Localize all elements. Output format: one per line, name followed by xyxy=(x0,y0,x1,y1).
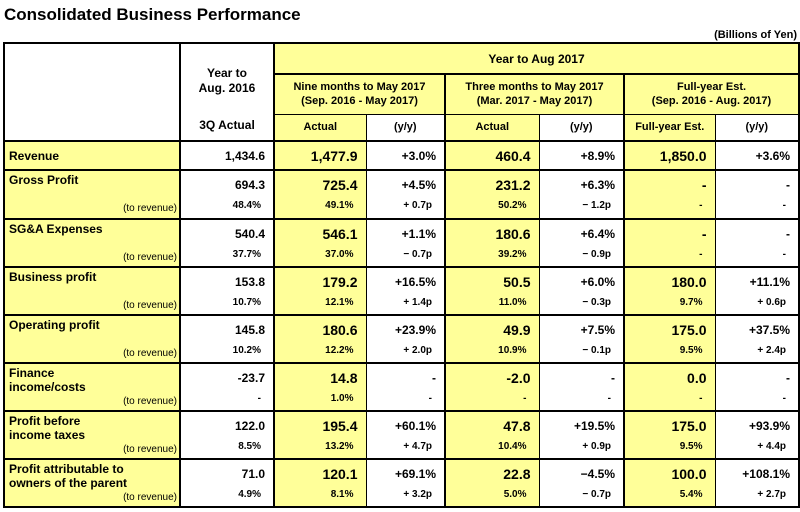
value-main: 725.4 xyxy=(322,177,358,193)
value-main: 47.8 xyxy=(503,418,531,434)
cell-nine-actual xyxy=(274,363,366,411)
performance-table xyxy=(3,42,800,508)
cell-nine-yy xyxy=(366,170,445,219)
value-sub: - xyxy=(699,393,703,404)
row-label-cell xyxy=(4,141,180,170)
value-sub: + 4.4p xyxy=(757,441,787,452)
value-main: 50.5 xyxy=(503,274,531,290)
value-sub: - xyxy=(782,200,787,211)
value-sub: - xyxy=(428,393,432,404)
value-main: +4.5% xyxy=(401,178,436,192)
value-main: 71.0 xyxy=(241,467,265,481)
value-main: +60.1% xyxy=(394,419,436,433)
value-sub: 12.2% xyxy=(325,345,354,356)
cell-nine-yy xyxy=(366,219,445,267)
value-main: +3.6% xyxy=(755,148,791,163)
header-prior-year xyxy=(180,43,274,141)
to-revenue-label: (to revenue) xyxy=(123,348,177,359)
value-main: +93.9% xyxy=(748,419,791,433)
value-sub: 13.2% xyxy=(325,441,354,452)
cell-nine-actual xyxy=(274,170,366,219)
value-sub: 8.1% xyxy=(330,489,354,500)
row-label-cell xyxy=(4,459,180,507)
value-sub: - xyxy=(257,393,261,404)
value-main: +8.9% xyxy=(580,148,615,163)
value-sub: 37.0% xyxy=(325,249,354,260)
value-sub: 10.4% xyxy=(498,441,527,452)
value-sub: + 0.7p xyxy=(403,200,432,211)
value-main: +108.1% xyxy=(742,467,791,481)
value-sub: 1.0% xyxy=(330,393,354,404)
value-main: 460.4 xyxy=(495,147,531,164)
row-label: Finance xyxy=(9,366,55,380)
value-main: +23.9% xyxy=(394,323,436,337)
cell-full-est xyxy=(624,170,715,219)
value-main: 120.1 xyxy=(322,466,358,482)
to-revenue-label: (to revenue) xyxy=(123,396,177,407)
value-main: +1.1% xyxy=(401,227,436,241)
value-sub: 9.5% xyxy=(679,345,703,356)
cell-three-yy xyxy=(539,459,624,507)
table-row-profit-before-taxes xyxy=(4,411,799,459)
value-sub: 8.5% xyxy=(238,441,261,452)
value-sub: − 0.1p xyxy=(582,345,611,356)
row-label-line2: income taxes xyxy=(9,428,86,442)
value-main: 153.8 xyxy=(234,275,265,289)
row-label-cell xyxy=(4,170,180,219)
page-title: Consolidated Business Performance xyxy=(4,5,301,24)
value-sub: 10.7% xyxy=(232,297,261,308)
value-main: +37.5% xyxy=(748,323,791,337)
to-revenue-label: (to revenue) xyxy=(123,252,177,263)
cell-nine-actual xyxy=(274,267,366,315)
subheader-nine-actual: Actual xyxy=(274,114,366,141)
table-row-revenue xyxy=(4,141,799,170)
value-sub: 9.5% xyxy=(679,441,703,452)
row-label: Operating profit xyxy=(9,318,100,332)
group-title-line1: Nine months to May 2017 xyxy=(293,81,426,94)
value-sub: 10.2% xyxy=(232,345,261,356)
header-group-three-months xyxy=(445,74,624,114)
value-sub: − 0.9p xyxy=(582,249,611,260)
cell-full-est xyxy=(624,315,715,363)
cell-nine-yy xyxy=(366,141,445,170)
group-title-line1: Full-year Est. xyxy=(676,81,747,94)
value-sub: − 0.7p xyxy=(582,489,611,500)
header-group-full-year xyxy=(624,74,799,114)
value-sub: + 2.0p xyxy=(403,345,432,356)
value-sub: 9.7% xyxy=(679,297,703,308)
cell-full-est xyxy=(624,141,715,170)
cell-three-yy xyxy=(539,267,624,315)
row-label-cell xyxy=(4,219,180,267)
table-row-profit-attributable xyxy=(4,459,799,507)
cell-three-yy xyxy=(539,141,624,170)
cell-nine-actual xyxy=(274,459,366,507)
subheader-full-est: Full-year Est. xyxy=(624,114,715,141)
cell-full-yy xyxy=(715,363,799,411)
value-sub: + 2.7p xyxy=(757,489,787,500)
row-label: Profit attributable to xyxy=(9,462,124,476)
row-label: SG&A Expenses xyxy=(9,222,103,236)
value-sub: + 2.4p xyxy=(757,345,787,356)
value-main: +6.4% xyxy=(580,227,615,241)
value-sub: - xyxy=(782,249,787,260)
cell-nine-yy xyxy=(366,459,445,507)
cell-full-est xyxy=(624,411,715,459)
value-main: +6.0% xyxy=(580,275,615,289)
cell-three-actual xyxy=(445,267,539,315)
to-revenue-label: (to revenue) xyxy=(123,492,177,503)
value-main: +6.3% xyxy=(580,178,615,192)
value-main: - xyxy=(786,227,791,241)
value-sub: 50.2% xyxy=(498,200,527,211)
cell-three-yy xyxy=(539,219,624,267)
row-label: Gross Profit xyxy=(9,173,79,187)
value-main: 175.0 xyxy=(671,418,707,434)
cell-full-yy xyxy=(715,411,799,459)
value-sub: − 0.7p xyxy=(403,249,432,260)
cell-nine-actual xyxy=(274,141,366,170)
value-main: - xyxy=(786,371,791,385)
cell-nine-yy xyxy=(366,267,445,315)
cell-three-actual xyxy=(445,219,539,267)
value-main: 195.4 xyxy=(322,418,358,434)
value-main: 231.2 xyxy=(495,177,531,193)
value-main: +69.1% xyxy=(394,467,436,481)
header-row-1 xyxy=(4,43,799,74)
cell-nine-yy xyxy=(366,315,445,363)
value-main: 175.0 xyxy=(671,322,707,338)
value-sub: 11.0% xyxy=(498,297,527,308)
cell-nine-yy xyxy=(366,411,445,459)
row-label-cell xyxy=(4,411,180,459)
row-label-cell xyxy=(4,363,180,411)
value-sub: + 3.2p xyxy=(403,489,432,500)
group-title-line2: (Sep. 2016 - Aug. 2017) xyxy=(651,95,772,108)
value-main: 49.9 xyxy=(503,322,531,338)
prior-year-3q-actual: 3Q Actual xyxy=(199,118,255,132)
table-row-operating-profit xyxy=(4,315,799,363)
group-title-line1: Three months to May 2017 xyxy=(465,81,604,94)
value-main: - xyxy=(701,226,707,242)
cell-q3 xyxy=(180,267,274,315)
cell-q3 xyxy=(180,170,274,219)
value-sub: - xyxy=(699,249,703,260)
cell-nine-actual xyxy=(274,315,366,363)
cell-full-yy xyxy=(715,170,799,219)
value-main: 14.8 xyxy=(330,370,358,386)
group-title-line2: (Sep. 2016 - May 2017) xyxy=(301,95,418,108)
subheader-full-yy: (y/y) xyxy=(715,114,799,141)
group-title-line2: (Mar. 2017 - May 2017) xyxy=(476,95,593,108)
value-main: 180.0 xyxy=(671,274,707,290)
value-sub: - xyxy=(523,393,527,404)
cell-full-yy xyxy=(715,219,799,267)
cell-three-yy xyxy=(539,363,624,411)
value-main: +7.5% xyxy=(580,323,615,337)
value-main: 694.3 xyxy=(234,178,265,192)
corner-cell xyxy=(4,43,180,141)
header-group-nine-months xyxy=(274,74,445,114)
value-sub: 5.0% xyxy=(503,489,527,500)
to-revenue-label: (to revenue) xyxy=(123,203,177,214)
value-main: 122.0 xyxy=(234,419,265,433)
value-sub: − 1.2p xyxy=(582,200,611,211)
cell-q3 xyxy=(180,459,274,507)
cell-nine-actual xyxy=(274,219,366,267)
cell-full-yy xyxy=(715,459,799,507)
value-main: 1,434.6 xyxy=(224,148,265,163)
cell-nine-yy xyxy=(366,363,445,411)
value-main: - xyxy=(786,178,791,192)
value-main: +16.5% xyxy=(394,275,436,289)
value-sub: 39.2% xyxy=(498,249,527,260)
value-sub: 48.4% xyxy=(232,200,261,211)
value-main: 22.8 xyxy=(503,466,531,482)
subheader-nine-yy: (y/y) xyxy=(366,114,445,141)
cell-three-yy xyxy=(539,315,624,363)
value-sub: 12.1% xyxy=(325,297,354,308)
value-main: +19.5% xyxy=(573,419,615,433)
value-sub: - xyxy=(607,393,611,404)
table-row-business-profit xyxy=(4,267,799,315)
cell-three-actual xyxy=(445,170,539,219)
cell-three-actual xyxy=(445,459,539,507)
cell-three-yy xyxy=(539,411,624,459)
value-sub: 49.1% xyxy=(325,200,354,211)
value-main: 179.2 xyxy=(322,274,358,290)
value-sub: + 1.4p xyxy=(403,297,432,308)
cell-q3 xyxy=(180,411,274,459)
value-main: 546.1 xyxy=(322,226,358,242)
cell-full-est xyxy=(624,219,715,267)
table-row-gross-profit xyxy=(4,170,799,219)
header-year-2017-span: Year to Aug 2017 xyxy=(274,43,799,74)
cell-three-yy xyxy=(539,170,624,219)
row-label-line2: owners of the parent xyxy=(9,476,128,490)
value-sub: - xyxy=(782,393,787,404)
value-sub: + 0.9p xyxy=(582,441,611,452)
value-main: 540.4 xyxy=(234,227,265,241)
value-main: - xyxy=(432,371,436,385)
to-revenue-label: (to revenue) xyxy=(123,300,177,311)
value-sub: + 0.6p xyxy=(757,297,787,308)
table-row-sga xyxy=(4,219,799,267)
cell-full-est xyxy=(624,459,715,507)
cell-q3 xyxy=(180,315,274,363)
cell-three-actual xyxy=(445,363,539,411)
row-label-cell xyxy=(4,315,180,363)
value-sub: - xyxy=(699,200,703,211)
to-revenue-label: (to revenue) xyxy=(123,444,177,455)
row-label: Revenue xyxy=(9,148,60,163)
prior-year-line2: Aug. 2016 xyxy=(198,81,256,95)
value-main: −4.5% xyxy=(580,467,615,481)
value-main: 180.6 xyxy=(495,226,531,242)
cell-full-est xyxy=(624,267,715,315)
cell-q3 xyxy=(180,219,274,267)
value-sub: 37.7% xyxy=(232,249,261,260)
cell-q3 xyxy=(180,141,274,170)
value-main: 145.8 xyxy=(234,323,265,337)
value-main: 100.0 xyxy=(671,466,707,482)
value-main: -23.7 xyxy=(237,371,265,385)
row-label-cell xyxy=(4,267,180,315)
value-main: 180.6 xyxy=(322,322,358,338)
value-main: -2.0 xyxy=(506,370,531,386)
table-row-finance xyxy=(4,363,799,411)
subheader-three-yy: (y/y) xyxy=(539,114,624,141)
cell-full-yy xyxy=(715,315,799,363)
row-label: Profit before xyxy=(9,414,81,428)
value-sub: 10.9% xyxy=(498,345,527,356)
value-main: +11.1% xyxy=(749,275,791,289)
subheader-three-actual: Actual xyxy=(445,114,539,141)
cell-nine-actual xyxy=(274,411,366,459)
cell-three-actual xyxy=(445,315,539,363)
cell-three-actual xyxy=(445,141,539,170)
cell-three-actual xyxy=(445,411,539,459)
value-sub: 5.4% xyxy=(679,489,703,500)
cell-full-est xyxy=(624,363,715,411)
value-main: +3.0% xyxy=(401,148,436,163)
value-sub: 4.9% xyxy=(238,489,261,500)
value-main: 0.0 xyxy=(687,370,707,386)
value-main: - xyxy=(701,177,707,193)
value-sub: − 0.3p xyxy=(582,297,611,308)
row-label: Business profit xyxy=(9,270,97,284)
prior-year-line1: Year to xyxy=(206,66,248,80)
value-main: - xyxy=(611,371,615,385)
unit-note: (Billions of Yen) xyxy=(714,29,797,41)
row-label-line2: income/costs xyxy=(9,380,86,394)
cell-full-yy xyxy=(715,141,799,170)
value-sub: + 4.7p xyxy=(403,441,432,452)
cell-q3 xyxy=(180,363,274,411)
value-main: 1,477.9 xyxy=(310,147,358,164)
value-main: 1,850.0 xyxy=(659,147,707,164)
cell-full-yy xyxy=(715,267,799,315)
